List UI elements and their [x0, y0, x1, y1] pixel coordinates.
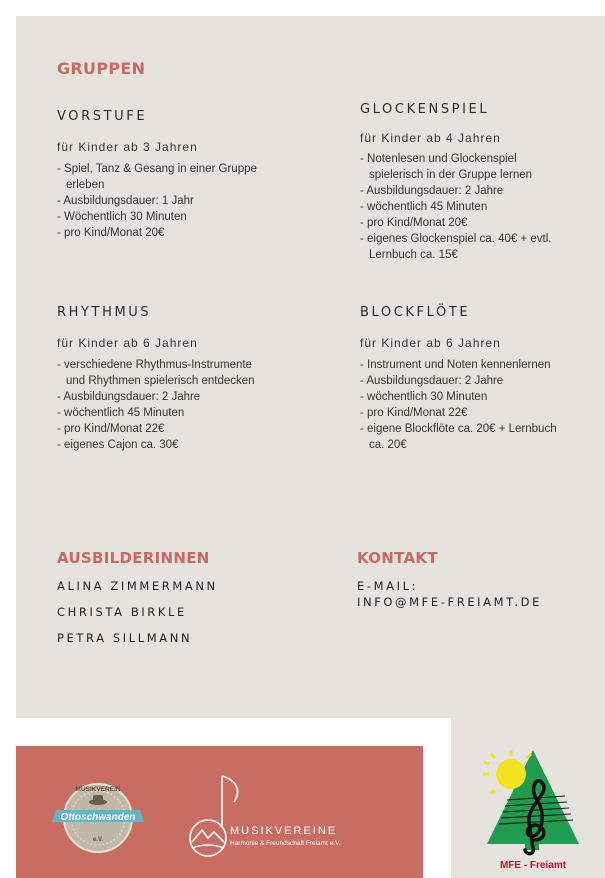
contact-heading: KONTAKT: [357, 549, 438, 567]
list-item: - Wöchentlich 30 Minuten: [57, 209, 272, 225]
group-title-blockfloete: BLOCKFLÖTE: [360, 305, 471, 320]
group-list-glockenspiel: [360, 151, 565, 263]
list-item: - eigenes Glockenspiel ca. 40€ + evtl. Lernbuch ca. 15€: [360, 231, 565, 263]
group-list-blockfloete: [360, 357, 575, 453]
musikverein-ottoschwanden-logo: [50, 778, 146, 858]
footer-banner: [16, 746, 423, 878]
email-address[interactable]: INFO@MFE-FREIAMT.DE: [357, 595, 543, 609]
instructors-heading: AUSBILDERINNEN: [57, 549, 210, 567]
ottoschwanden-ev-text: e.V.: [92, 837, 104, 843]
mfe-label: MFE - Freiamt: [499, 860, 567, 871]
group-age-blockfloete: für Kinder ab 6 Jahren: [360, 336, 501, 350]
instructor-name: PETRA SILLMANN: [57, 631, 193, 645]
list-item: - wöchentlich 30 Minuten: [360, 389, 575, 405]
list-item: - pro Kind/Monat 20€: [360, 215, 565, 231]
ottoschwanden-name-text: Ottoschwanden: [60, 812, 136, 823]
group-title-rhythmus: RHYTHMUS: [57, 305, 152, 320]
group-list-vorstufe: [57, 161, 272, 241]
mfe-logo-box: [451, 718, 605, 878]
group-list-rhythmus: [57, 357, 272, 453]
mfe-freiamt-logo: [475, 744, 585, 872]
list-item: - eigenes Cajon ca. 30€: [57, 437, 272, 453]
groups-heading: GRUPPEN: [57, 59, 146, 78]
musikvereine-title: MUSIKVEREINE: [230, 825, 338, 837]
group-title-vorstufe: VORSTUFE: [57, 109, 148, 124]
list-item: - wöchentlich 45 Minuten: [360, 199, 565, 215]
group-title-glockenspiel: GLOCKENSPIEL: [360, 102, 490, 117]
instructor-name: CHRISTA BIRKLE: [57, 605, 187, 619]
list-item: - Instrument und Noten kennenlernen: [360, 357, 575, 373]
list-item: - Spiel, Tanz & Gesang in einer Gruppe erleben: [57, 161, 272, 193]
list-item: - verschiedene Rhythmus-Instrumente und Rhythmen spielerisch entdecken: [57, 357, 272, 389]
list-item: - eigene Blockflöte ca. 20€ + Lernbuch ca. 20€: [360, 421, 575, 453]
instructor-name: ALINA ZIMMERMANN: [57, 579, 218, 593]
group-age-rhythmus: für Kinder ab 6 Jahren: [57, 336, 198, 350]
email-label: E-MAIL:: [357, 579, 419, 593]
ottoschwanden-top-text: MUSIKVEREIN: [75, 786, 121, 793]
group-age-glockenspiel: für Kinder ab 4 Jahren: [360, 131, 501, 145]
list-item: - wöchentlich 45 Minuten: [57, 405, 272, 421]
list-item: - Ausbildungsdauer: 2 Jahre: [360, 373, 575, 389]
musikvereine-logo: [184, 772, 374, 872]
list-item: - Notenlesen und Glockenspiel spielerisch in der Gruppe lernen: [360, 151, 565, 183]
list-item: - Ausbildungsdauer: 2 Jahre: [57, 389, 272, 405]
list-item: - pro Kind/Monat 22€: [360, 405, 575, 421]
list-item: - pro Kind/Monat 20€: [57, 225, 272, 241]
group-age-vorstufe: für Kinder ab 3 Jahren: [57, 140, 198, 154]
list-item: - Ausbildungsdauer: 2 Jahre: [360, 183, 565, 199]
musikvereine-subtitle: Harmonie & Freundschaft Freiamt e.V.: [230, 840, 341, 847]
list-item: - pro Kind/Monat 22€: [57, 421, 272, 437]
list-item: - Ausbildungsdauer: 1 Jahr: [57, 193, 272, 209]
